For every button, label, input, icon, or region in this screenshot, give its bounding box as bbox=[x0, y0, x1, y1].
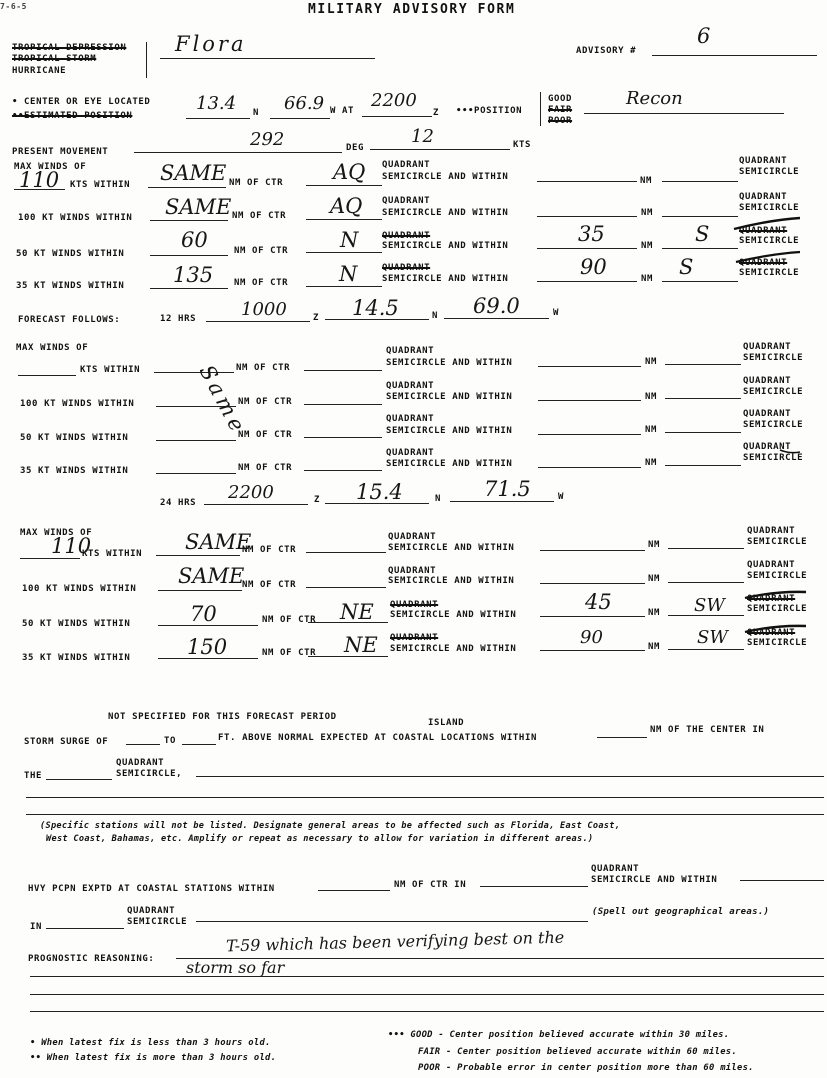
advisory-number: 6 bbox=[697, 24, 711, 48]
estimated-position-label: ••ESTIMATED POSITION bbox=[12, 111, 133, 121]
forecast12-time: 1000 bbox=[241, 299, 287, 320]
forecast24-lat: 15.4 bbox=[356, 480, 403, 504]
footnote-2: •• When latest fix is more than 3 hours old. bbox=[30, 1053, 277, 1063]
present-movement-label: PRESENT MOVEMENT bbox=[12, 147, 109, 157]
corner-mark: 7-6-5 bbox=[0, 2, 28, 11]
footnote-1: • When latest fix is less than 3 hours old. bbox=[30, 1038, 271, 1048]
forecast24-35kt-dir: NE bbox=[344, 633, 378, 657]
current-35kt-other: 90 bbox=[580, 255, 607, 279]
position-good: GOOD bbox=[548, 94, 573, 104]
forecast-follows-label: FORECAST FOLLOWS: bbox=[18, 315, 121, 325]
position-fair: FAIR bbox=[548, 105, 573, 115]
storm-type-storm: TROPICAL STORM bbox=[12, 54, 97, 64]
not-specified-label: NOT SPECIFIED FOR THIS FORECAST PERIOD bbox=[108, 712, 337, 722]
advisory-form-page: 7-6-5 MILITARY ADVISORY FORM TROPICAL DEPRESSION TROPICAL STORM HURRICANE Flora ADVISORY # 6 • CENTER OR EYE LOCATED ••ESTIMATED POSITION 13.4 N 66.9 W AT 2200 Z •••POSITION GOOD FAIR POOR Recon PRESENT MOVEMENT 292 DEG 12 KTS MAX WINDS OF 110 KTS WITHIN SAME NM OF CTR AQ QUADRANT SEMICIRCLE AND WITHIN NM QUADRANT SEMICIRCLE 100 KT WINDS WITHIN SAME NM OF CTR AQ QUADRANT SEMICIRCLE AND WITHIN NM QUADRANT SEMICIRCLE 50 KT WINDS WITHIN 60 NM OF CTR N QUADRANT SEMICIRCLE AND WITHIN 35 NM S QUADRANT SEMICIRCLE 35 KT WINDS WITHIN 135 NM OF CTR N QUADRANT SEMICIRCLE AND WITHIN 90 NM S QUADRANT SEMICIRCLE FORECAST FOLLOWS: 12 HRS 1000 Z 14.5 N 69.0 W MAX WINDS OF KTS WITHIN NM OF CTR QUADRANT SEMICIRCLE AND WITHIN NM QUADRANT SEMICIRCLE 100 KT WINDS WITHIN NM OF CTR QUADRANT SEMICIRCLE AND WITHIN NM QUADRANT SEMICIRCLE 50 KT WINDS WITHIN NM OF CTR QUADRANT SEMICIRCLE AND WITHIN NM QUADRANT SEMICIRCLE 35 KT WINDS WITHIN NM OF CTR QUADRANT SEMICIRCLE AND WITHIN NM QUADRANT SEMICIRCLE Same 24 HRS 2200 Z 15.4 N 71.5 W MAX WINDS OF 110 KTS WITHIN SAME NM OF CTR QUADRANT SEMICIRCLE AND WITHIN NM QUADRANT SEMICIRCLE 100 KT WINDS WITHIN SAME NM OF CTR QUADRANT SEMICIRCLE AND WITHIN NM QUADRANT SEMICIRCLE 50 KT WINDS WITHIN 70 NM OF CTR NE QUADRANT SEMICIRCLE AND WITHIN 45 NM SW QUADRANT SEMICIRCLE 35 KT WINDS WITHIN 150 NM OF CTR NE QUADRANT SEMICIRCLE AND WITHIN 90 NM SW QUADRANT SEMICIRCLE NOT SPECIFIED FOR THIS FORECAST PERIOD ISLAND STORM SURGE OF TO FT. ABOVE NORMAL EXPECTED AT COASTAL LOCATIONS WITHIN NM OF THE CENTER IN THE QUADRANT SEMICIRCLE, (Specific stations will not be listed. Designate general areas to be affected such as Florida, East Coast, West Coast, Bahamas, etc. Amplify or repeat as necessary to allow for variation in different areas.) HVY PCPN EXPTD AT COASTAL STATIONS WITHIN NM OF CTR IN QUADRANT SEMICIRCLE AND WITHIN IN QUADRANT SEMICIRCLE (Spell out geographical areas.) PROGNOSTIC REASONING: T-59 which has been verifying best on the storm so far • When latest fix is less than 3 hours old. •• When latest fix is more than 3 hours old. ••• GOOD - Center position believed accurate within 30 miles. FAIR - Center position believed accurate within 60 miles. POOR - Probable error in center position more than 60 miles. bbox=[0, 0, 827, 1078]
forecast12-lat: 14.5 bbox=[352, 296, 399, 320]
surge-note-2: West Coast, Bahamas, etc. Amplify or repeat as necessary to allow for variation in different areas.) bbox=[46, 834, 594, 844]
current-35kt-other-dir: S bbox=[679, 255, 694, 279]
movement-kts: 12 bbox=[411, 126, 434, 147]
current-100kt-dir: AQ bbox=[330, 194, 363, 218]
storm-name: Flora bbox=[175, 32, 247, 56]
forecast24-100kt-radius: SAME bbox=[178, 564, 245, 588]
forecast24-35kt-other: 90 bbox=[580, 627, 603, 648]
surge-note-1: (Specific stations will not be listed. Designate general areas to be affected such as Florida, East Coast, bbox=[40, 821, 621, 831]
forecast24-max-kts: 110 bbox=[51, 534, 92, 558]
current-50kt-dir: N bbox=[340, 228, 359, 252]
center-label: • CENTER OR EYE LOCATED bbox=[12, 97, 151, 107]
current-max-dir: AQ bbox=[333, 160, 366, 184]
current-50kt-other-dir: S bbox=[695, 222, 710, 246]
forecast24-50kt-dir: NE bbox=[340, 600, 374, 624]
forecast24-max-radius: SAME bbox=[185, 530, 252, 554]
forecast24-50kt-radius: 70 bbox=[190, 602, 217, 626]
position-label: •••POSITION bbox=[456, 106, 523, 116]
storm-type-depression: TROPICAL DEPRESSION bbox=[12, 43, 127, 53]
footnote-4: FAIR - Center position believed accurate within 60 miles. bbox=[418, 1047, 737, 1057]
prognostic-text-2: storm so far bbox=[186, 958, 285, 977]
forecast24-35kt-radius: 150 bbox=[187, 635, 228, 659]
forecast24-time: 2200 bbox=[228, 482, 274, 503]
current-50kt-radius: 60 bbox=[181, 228, 208, 252]
position-note: Recon bbox=[626, 88, 683, 109]
storm-type-bracket bbox=[146, 42, 147, 78]
forecast12-same-note: Same bbox=[194, 361, 252, 439]
forecast24-lon: 71.5 bbox=[484, 477, 531, 501]
form-title: MILITARY ADVISORY FORM bbox=[308, 2, 516, 17]
max-winds-label: MAX WINDS OF bbox=[14, 162, 87, 172]
current-35kt-radius: 135 bbox=[173, 263, 214, 287]
storm-type-hurricane: HURRICANE bbox=[12, 66, 67, 76]
position-poor: POOR bbox=[548, 116, 573, 126]
footnote-5: POOR - Probable error in center position more than 60 miles. bbox=[418, 1063, 754, 1073]
forecast24-50kt-other: 45 bbox=[585, 590, 612, 614]
current-100kt-radius: SAME bbox=[165, 195, 232, 219]
forecast12-lon: 69.0 bbox=[473, 294, 520, 318]
forecast24-35kt-other-dir: SW bbox=[697, 627, 728, 648]
advisory-label: ADVISORY # bbox=[576, 46, 637, 56]
current-35kt-dir: N bbox=[339, 262, 358, 286]
center-lat: 13.4 bbox=[196, 93, 237, 114]
center-lon: 66.9 bbox=[284, 93, 325, 114]
forecast24-50kt-other-dir: SW bbox=[694, 595, 725, 616]
center-time: 2200 bbox=[371, 90, 417, 111]
movement-deg: 292 bbox=[250, 129, 285, 150]
current-max-radius: SAME bbox=[160, 161, 227, 185]
prognostic-label: PROGNOSTIC REASONING: bbox=[28, 954, 155, 964]
prognostic-text-1: T-59 which has been verifying best on the bbox=[225, 927, 565, 956]
current-50kt-other: 35 bbox=[578, 222, 605, 246]
current-max-kts: 110 bbox=[19, 168, 60, 192]
footnote-3: ••• GOOD - Center position believed accurate within 30 miles. bbox=[388, 1030, 730, 1040]
